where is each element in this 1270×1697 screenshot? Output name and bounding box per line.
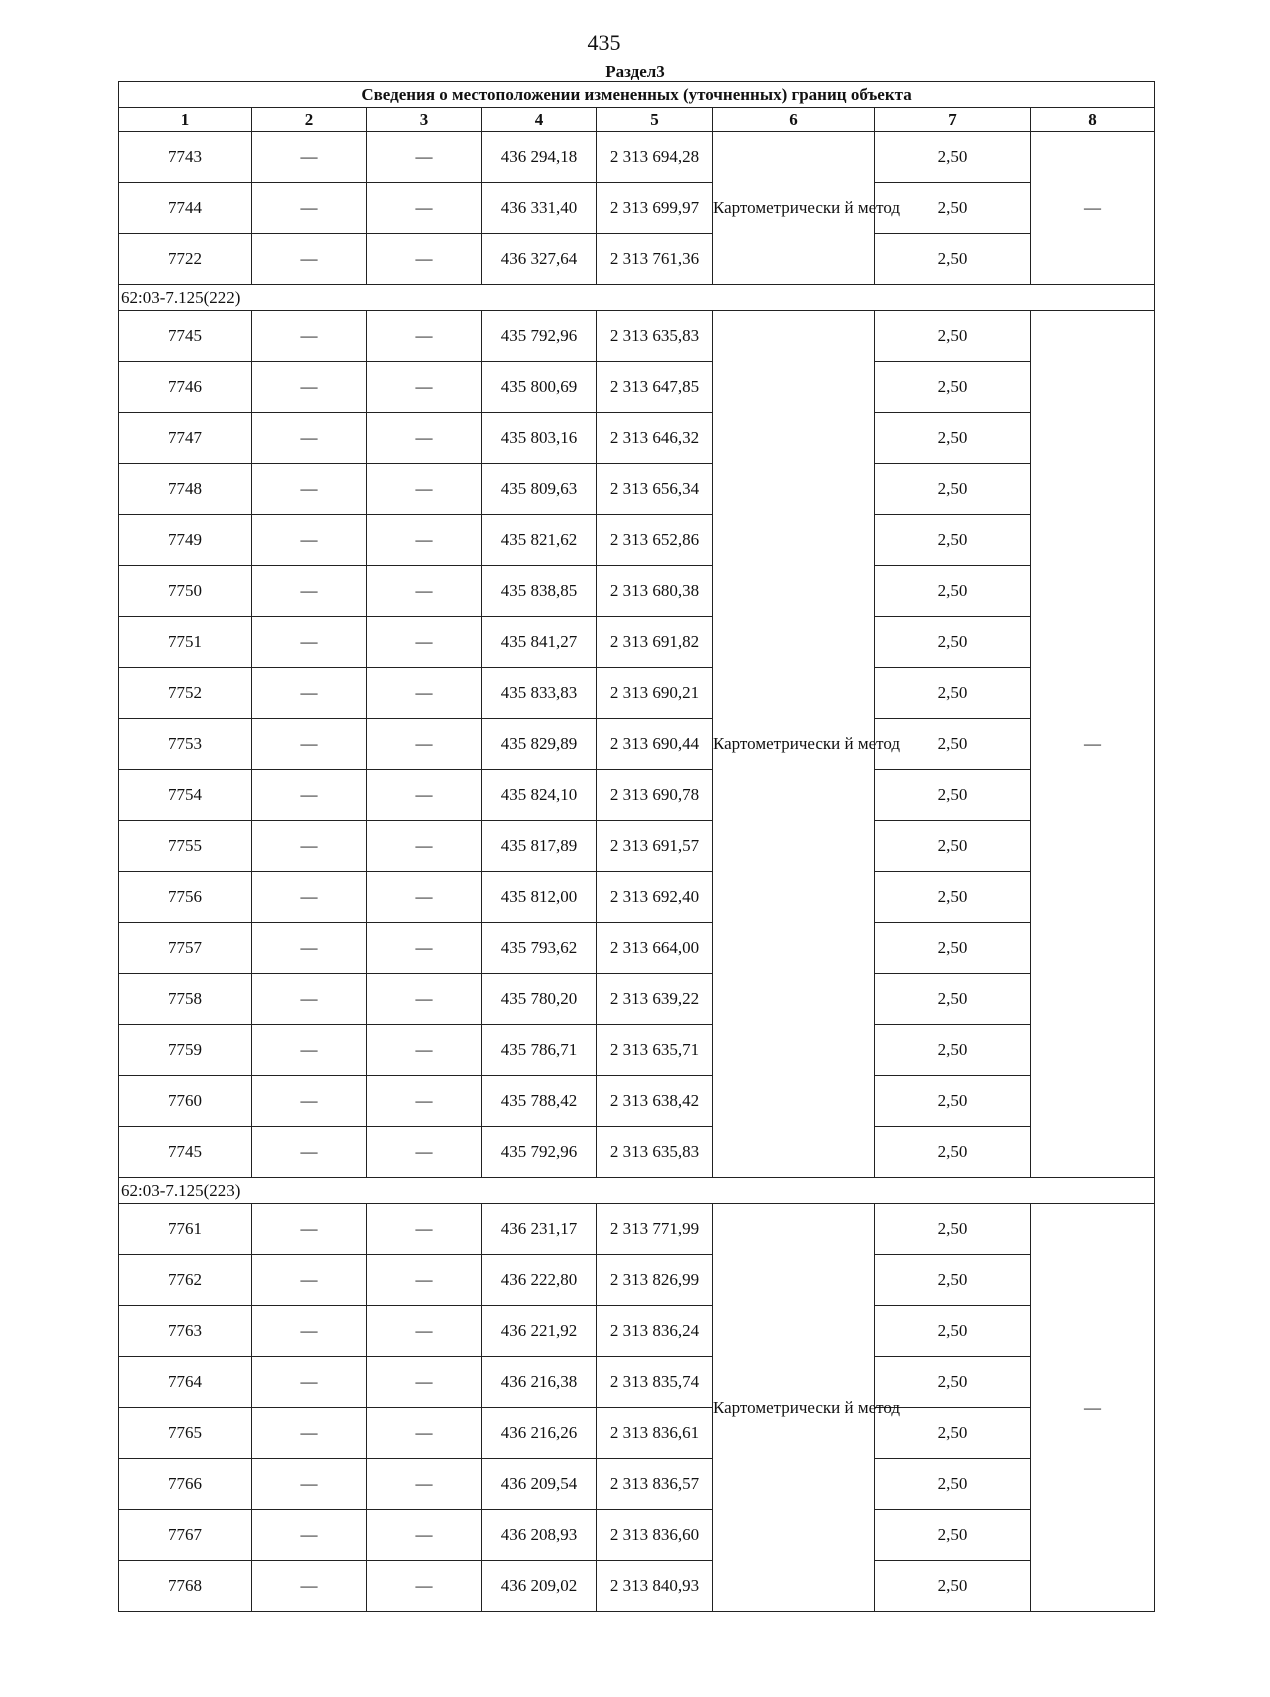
x-coordinate-cell: 435 780,20	[482, 974, 597, 1025]
col2-cell: —	[252, 1408, 367, 1459]
col2-cell: —	[252, 566, 367, 617]
col3-cell: —	[367, 1459, 482, 1510]
accuracy-cell: 2,50	[875, 770, 1031, 821]
table-row	[119, 1127, 1155, 1178]
col3-cell: —	[367, 923, 482, 974]
point-number-cell: 7750	[119, 566, 252, 617]
x-coordinate-cell: 436 331,40	[482, 183, 597, 234]
y-coordinate-cell: 2 313 635,71	[597, 1025, 713, 1076]
table-row	[119, 719, 1155, 770]
x-coordinate-cell: 435 817,89	[482, 821, 597, 872]
x-coordinate-cell: 436 222,80	[482, 1255, 597, 1306]
point-number-cell: 7747	[119, 413, 252, 464]
x-coordinate-cell: 435 800,69	[482, 362, 597, 413]
table-caption: Сведения о местоположении измененных (уточненных) границ объекта	[119, 82, 1155, 108]
y-coordinate-cell: 2 313 635,83	[597, 311, 713, 362]
table-row	[119, 1204, 1155, 1255]
point-number-cell: 7745	[119, 311, 252, 362]
accuracy-cell: 2,50	[875, 1076, 1031, 1127]
point-number-cell: 7762	[119, 1255, 252, 1306]
col2-cell: —	[252, 464, 367, 515]
table-row	[119, 566, 1155, 617]
accuracy-cell: 2,50	[875, 183, 1031, 234]
x-coordinate-cell: 435 829,89	[482, 719, 597, 770]
col3-cell: —	[367, 821, 482, 872]
x-coordinate-cell: 435 803,16	[482, 413, 597, 464]
accuracy-cell: 2,50	[875, 464, 1031, 515]
point-number-cell: 7743	[119, 132, 252, 183]
column-number: 4	[482, 108, 597, 132]
accuracy-cell: 2,50	[875, 1510, 1031, 1561]
col2-cell: —	[252, 974, 367, 1025]
table-row	[119, 821, 1155, 872]
y-coordinate-cell: 2 313 694,28	[597, 132, 713, 183]
section-title: Раздел3	[605, 62, 665, 81]
table-row	[119, 1408, 1155, 1459]
table-row	[119, 515, 1155, 566]
accuracy-cell: 2,50	[875, 234, 1031, 285]
col2-cell: —	[252, 515, 367, 566]
col2-cell: —	[252, 821, 367, 872]
method-cell: Картометрически й метод	[713, 1204, 875, 1612]
table-row	[119, 872, 1155, 923]
boundary-coordinates-table	[118, 81, 1155, 1612]
group-header-row	[119, 285, 1155, 311]
y-coordinate-cell: 2 313 690,78	[597, 770, 713, 821]
point-number-cell: 7722	[119, 234, 252, 285]
col2-cell: —	[252, 1306, 367, 1357]
y-coordinate-cell: 2 313 647,85	[597, 362, 713, 413]
point-number-cell: 7757	[119, 923, 252, 974]
x-coordinate-cell: 436 208,93	[482, 1510, 597, 1561]
col3-cell: —	[367, 974, 482, 1025]
column-number: 5	[597, 108, 713, 132]
col2-cell: —	[252, 234, 367, 285]
point-number-cell: 7765	[119, 1408, 252, 1459]
col3-cell: —	[367, 1025, 482, 1076]
table-row	[119, 668, 1155, 719]
point-number-cell: 7768	[119, 1561, 252, 1612]
y-coordinate-cell: 2 313 646,32	[597, 413, 713, 464]
col2-cell: —	[252, 362, 367, 413]
accuracy-cell: 2,50	[875, 719, 1031, 770]
y-coordinate-cell: 2 313 690,21	[597, 668, 713, 719]
col3-cell: —	[367, 1127, 482, 1178]
accuracy-cell: 2,50	[875, 1561, 1031, 1612]
y-coordinate-cell: 2 313 840,93	[597, 1561, 713, 1612]
col2-cell: —	[252, 770, 367, 821]
table-row	[119, 1076, 1155, 1127]
col3-cell: —	[367, 1408, 482, 1459]
accuracy-cell: 2,50	[875, 566, 1031, 617]
table-row	[119, 464, 1155, 515]
column-number-row	[119, 108, 1155, 132]
x-coordinate-cell: 436 327,64	[482, 234, 597, 285]
point-number-cell: 7745	[119, 1127, 252, 1178]
table-row	[119, 974, 1155, 1025]
column-number: 8	[1031, 108, 1155, 132]
accuracy-cell: 2,50	[875, 1357, 1031, 1408]
point-number-cell: 7753	[119, 719, 252, 770]
accuracy-cell: 2,50	[875, 668, 1031, 719]
table-row	[119, 770, 1155, 821]
column-number: 3	[367, 108, 482, 132]
point-number-cell: 7754	[119, 770, 252, 821]
table-row	[119, 1255, 1155, 1306]
point-number-cell: 7744	[119, 183, 252, 234]
point-number-cell: 7756	[119, 872, 252, 923]
y-coordinate-cell: 2 313 656,34	[597, 464, 713, 515]
y-coordinate-cell: 2 313 836,57	[597, 1459, 713, 1510]
accuracy-cell: 2,50	[875, 132, 1031, 183]
col2-cell: —	[252, 413, 367, 464]
column-number: 1	[119, 108, 252, 132]
point-number-cell: 7759	[119, 1025, 252, 1076]
point-number-cell: 7755	[119, 821, 252, 872]
y-coordinate-cell: 2 313 639,22	[597, 974, 713, 1025]
col3-cell: —	[367, 311, 482, 362]
point-number-cell: 7748	[119, 464, 252, 515]
x-coordinate-cell: 436 231,17	[482, 1204, 597, 1255]
y-coordinate-cell: 2 313 826,99	[597, 1255, 713, 1306]
accuracy-cell: 2,50	[875, 974, 1031, 1025]
x-coordinate-cell: 435 812,00	[482, 872, 597, 923]
col2-cell: —	[252, 1127, 367, 1178]
col2-cell: —	[252, 923, 367, 974]
accuracy-cell: 2,50	[875, 1204, 1031, 1255]
col2-cell: —	[252, 1459, 367, 1510]
accuracy-cell: 2,50	[875, 362, 1031, 413]
col3-cell: —	[367, 1561, 482, 1612]
col2-cell: —	[252, 719, 367, 770]
accuracy-cell: 2,50	[875, 1459, 1031, 1510]
y-coordinate-cell: 2 313 699,97	[597, 183, 713, 234]
accuracy-cell: 2,50	[875, 872, 1031, 923]
x-coordinate-cell: 435 792,96	[482, 1127, 597, 1178]
y-coordinate-cell: 2 313 836,61	[597, 1408, 713, 1459]
x-coordinate-cell: 436 216,38	[482, 1357, 597, 1408]
col2-cell: —	[252, 1204, 367, 1255]
y-coordinate-cell: 2 313 835,74	[597, 1357, 713, 1408]
y-coordinate-cell: 2 313 692,40	[597, 872, 713, 923]
col2-cell: —	[252, 872, 367, 923]
page-number: 435	[587, 30, 621, 55]
point-number-cell: 7758	[119, 974, 252, 1025]
x-coordinate-cell: 435 792,96	[482, 311, 597, 362]
point-number-cell: 7749	[119, 515, 252, 566]
col2-cell: —	[252, 668, 367, 719]
col3-cell: —	[367, 515, 482, 566]
col3-cell: —	[367, 668, 482, 719]
column-number: 2	[252, 108, 367, 132]
x-coordinate-cell: 436 216,26	[482, 1408, 597, 1459]
x-coordinate-cell: 436 209,54	[482, 1459, 597, 1510]
col2-cell: —	[252, 1076, 367, 1127]
accuracy-cell: 2,50	[875, 1255, 1031, 1306]
accuracy-cell: 2,50	[875, 1025, 1031, 1076]
accuracy-cell: 2,50	[875, 1408, 1031, 1459]
x-coordinate-cell: 435 824,10	[482, 770, 597, 821]
y-coordinate-cell: 2 313 691,57	[597, 821, 713, 872]
accuracy-cell: 2,50	[875, 1306, 1031, 1357]
col2-cell: —	[252, 1025, 367, 1076]
col2-cell: —	[252, 132, 367, 183]
table-row	[119, 1510, 1155, 1561]
group-label: 62:03-7.125(223)	[119, 1178, 1155, 1204]
col3-cell: —	[367, 464, 482, 515]
y-coordinate-cell: 2 313 761,36	[597, 234, 713, 285]
point-number-cell: 7764	[119, 1357, 252, 1408]
accuracy-cell: 2,50	[875, 515, 1031, 566]
point-number-cell: 7767	[119, 1510, 252, 1561]
col3-cell: —	[367, 413, 482, 464]
group-label: 62:03-7.125(222)	[119, 285, 1155, 311]
accuracy-cell: 2,50	[875, 617, 1031, 668]
method-cell: Картометрически й метод	[713, 132, 875, 285]
x-coordinate-cell: 435 821,62	[482, 515, 597, 566]
table-row	[119, 1025, 1155, 1076]
y-coordinate-cell: 2 313 836,60	[597, 1510, 713, 1561]
col3-cell: —	[367, 1357, 482, 1408]
accuracy-cell: 2,50	[875, 923, 1031, 974]
table-row	[119, 1306, 1155, 1357]
table-caption-row	[119, 82, 1155, 108]
col3-cell: —	[367, 1306, 482, 1357]
col3-cell: —	[367, 566, 482, 617]
y-coordinate-cell: 2 313 664,00	[597, 923, 713, 974]
col3-cell: —	[367, 362, 482, 413]
table-row	[119, 183, 1155, 234]
y-coordinate-cell: 2 313 690,44	[597, 719, 713, 770]
col8-cell: —	[1031, 1204, 1155, 1612]
x-coordinate-cell: 436 221,92	[482, 1306, 597, 1357]
x-coordinate-cell: 435 809,63	[482, 464, 597, 515]
col3-cell: —	[367, 617, 482, 668]
col3-cell: —	[367, 1255, 482, 1306]
accuracy-cell: 2,50	[875, 413, 1031, 464]
table-row	[119, 362, 1155, 413]
x-coordinate-cell: 435 838,85	[482, 566, 597, 617]
col3-cell: —	[367, 872, 482, 923]
accuracy-cell: 2,50	[875, 1127, 1031, 1178]
y-coordinate-cell: 2 313 680,38	[597, 566, 713, 617]
table-row	[119, 234, 1155, 285]
y-coordinate-cell: 2 313 691,82	[597, 617, 713, 668]
point-number-cell: 7761	[119, 1204, 252, 1255]
table-row	[119, 1561, 1155, 1612]
col2-cell: —	[252, 617, 367, 668]
x-coordinate-cell: 435 786,71	[482, 1025, 597, 1076]
point-number-cell: 7766	[119, 1459, 252, 1510]
point-number-cell: 7763	[119, 1306, 252, 1357]
col3-cell: —	[367, 1204, 482, 1255]
accuracy-cell: 2,50	[875, 821, 1031, 872]
x-coordinate-cell: 435 833,83	[482, 668, 597, 719]
col2-cell: —	[252, 1510, 367, 1561]
table-row	[119, 1357, 1155, 1408]
col3-cell: —	[367, 234, 482, 285]
col3-cell: —	[367, 183, 482, 234]
accuracy-cell: 2,50	[875, 311, 1031, 362]
y-coordinate-cell: 2 313 771,99	[597, 1204, 713, 1255]
y-coordinate-cell: 2 313 638,42	[597, 1076, 713, 1127]
group-header-row	[119, 1178, 1155, 1204]
col3-cell: —	[367, 770, 482, 821]
col3-cell: —	[367, 1510, 482, 1561]
col2-cell: —	[252, 1357, 367, 1408]
table-row	[119, 132, 1155, 183]
col8-cell: —	[1031, 132, 1155, 285]
y-coordinate-cell: 2 313 635,83	[597, 1127, 713, 1178]
table-row	[119, 617, 1155, 668]
col2-cell: —	[252, 1561, 367, 1612]
x-coordinate-cell: 436 209,02	[482, 1561, 597, 1612]
y-coordinate-cell: 2 313 836,24	[597, 1306, 713, 1357]
column-number: 7	[875, 108, 1031, 132]
method-cell: Картометрически й метод	[713, 311, 875, 1178]
x-coordinate-cell: 435 793,62	[482, 923, 597, 974]
col2-cell: —	[252, 311, 367, 362]
x-coordinate-cell: 435 788,42	[482, 1076, 597, 1127]
x-coordinate-cell: 436 294,18	[482, 132, 597, 183]
point-number-cell: 7746	[119, 362, 252, 413]
point-number-cell: 7751	[119, 617, 252, 668]
col3-cell: —	[367, 132, 482, 183]
y-coordinate-cell: 2 313 652,86	[597, 515, 713, 566]
point-number-cell: 7760	[119, 1076, 252, 1127]
col2-cell: —	[252, 183, 367, 234]
col3-cell: —	[367, 1076, 482, 1127]
column-number: 6	[713, 108, 875, 132]
table-row	[119, 311, 1155, 362]
table-row	[119, 413, 1155, 464]
point-number-cell: 7752	[119, 668, 252, 719]
table-row	[119, 923, 1155, 974]
col2-cell: —	[252, 1255, 367, 1306]
x-coordinate-cell: 435 841,27	[482, 617, 597, 668]
col8-cell: —	[1031, 311, 1155, 1178]
col3-cell: —	[367, 719, 482, 770]
table-row	[119, 1459, 1155, 1510]
